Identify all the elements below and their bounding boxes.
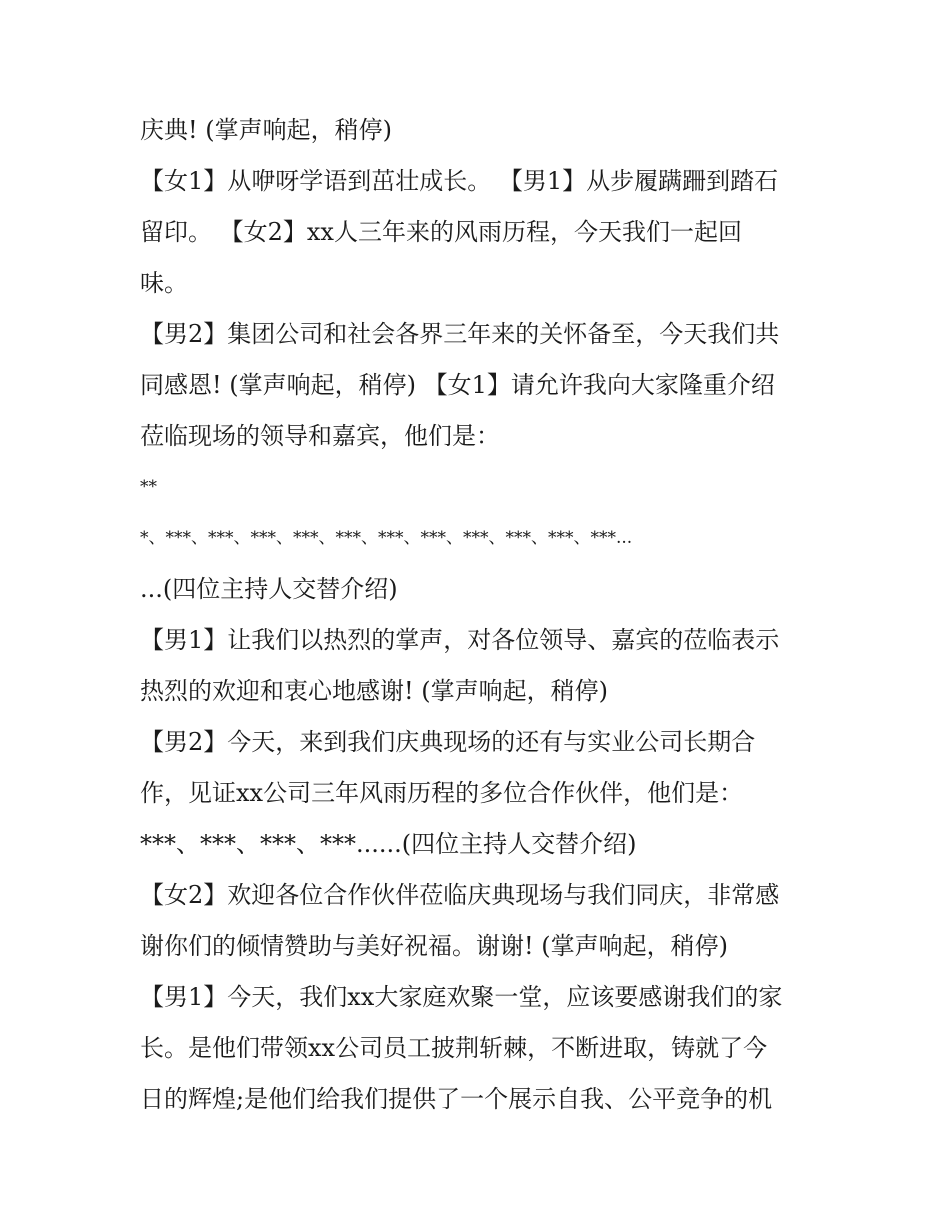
text-line: 【女2】欢迎各位合作伙伴莅临庆典现场与我们同庆，非常感 <box>140 881 780 909</box>
text-line: 日的辉煌;是他们给我们提供了一个展示自我、公平竞争的机 <box>140 1085 773 1113</box>
text-line: 【男1】让我们以热烈的掌声，对各位领导、嘉宾的莅临表示 <box>140 626 780 654</box>
text-line: 作，见证xx公司三年风雨历程的多位合作伙伴，他们是： <box>140 779 744 807</box>
text-line: 莅临现场的领导和嘉宾，他们是： <box>140 422 500 450</box>
text-line: 【男1】今天，我们xx大家庭欢聚一堂，应该要感谢我们的家 <box>140 983 783 1011</box>
text-line: 谢你们的倾情赞助与美好祝福。谢谢! (掌声响起，稍停) <box>140 932 728 960</box>
text-line: *、***、***、***、***、***、***、***、***、***、***、***... <box>140 528 633 548</box>
text-line: 热烈的欢迎和衷心地感谢! (掌声响起，稍停) <box>140 677 608 705</box>
text-line: 长。是他们带领xx公司员工披荆斩棘，不断进取，铸就了今 <box>140 1034 768 1062</box>
text-line: ** <box>140 477 157 497</box>
text-line: 庆典! (掌声响起，稍停) <box>140 116 392 144</box>
body-text <box>140 105 820 1125</box>
text-line: 留印。 【女2】xx人三年来的风雨历程，今天我们一起回 <box>140 218 742 246</box>
text-line: ***、***、***、***......(四位主持人交替介绍) <box>140 830 637 858</box>
text-line: 【男2】集团公司和社会各界三年来的关怀备至，今天我们共 <box>140 320 780 348</box>
text-line: 味。 <box>140 269 188 297</box>
text-line: 【女1】从咿呀学语到茁壮成长。 【男1】从步履蹒跚到踏石 <box>140 167 779 195</box>
text-line: 【男2】今天，来到我们庆典现场的还有与实业公司长期合 <box>140 728 756 756</box>
text-line: ...(四位主持人交替介绍) <box>140 575 398 603</box>
text-line: 同感恩! (掌声响起，稍停) 【女1】请允许我向大家隆重介绍 <box>140 371 775 399</box>
